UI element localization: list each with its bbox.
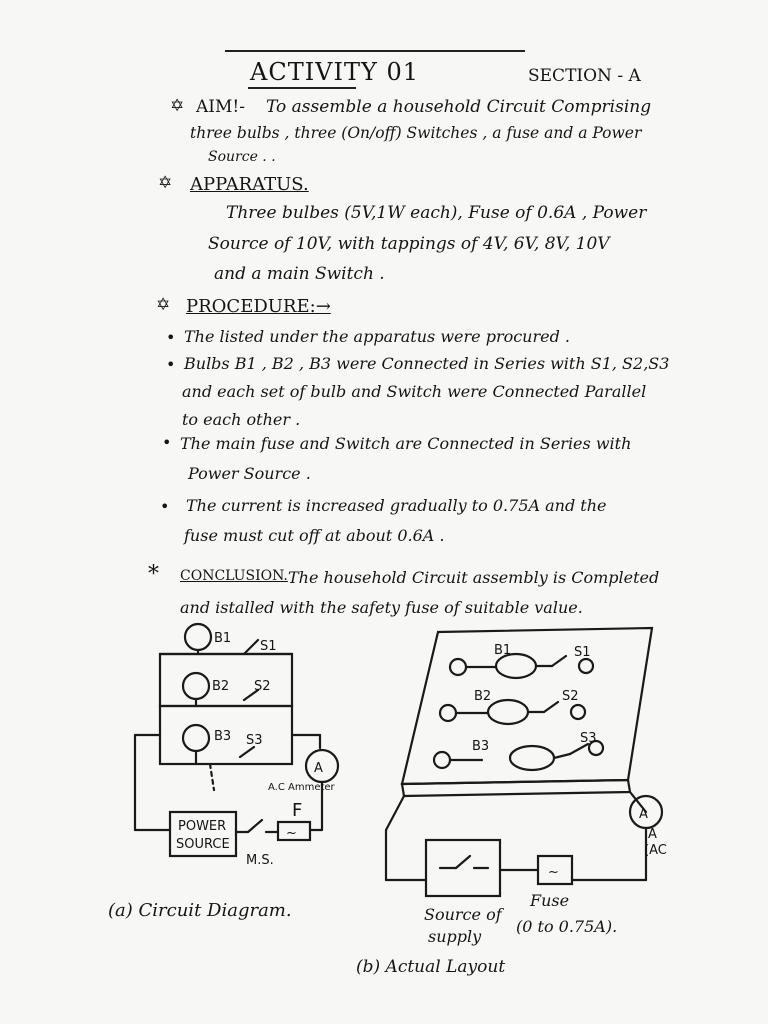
aim-label: AIM!- <box>196 97 245 117</box>
layout-bulb-label: B3 <box>472 739 490 754</box>
bulb-label: B1 <box>214 631 232 646</box>
conclusion-line-1: The household Circuit assembly is Completed <box>288 568 660 587</box>
circuit-diagram <box>135 624 338 856</box>
power-source-label: SOURCE <box>176 837 230 852</box>
procedure-step-3-line-1: The main fuse and Switch are Connected in Series with <box>180 434 632 453</box>
bulb-label: B2 <box>212 679 230 694</box>
bullet-dot: • <box>162 433 172 452</box>
bullet-dot: • <box>160 497 170 516</box>
layout-bulb-label: B2 <box>474 689 492 704</box>
procedure-marker: ✡ <box>156 295 171 315</box>
main-switch-label: M.S. <box>246 853 274 868</box>
layout-switch-label: S1 <box>574 645 591 660</box>
procedure-step-3-line-2: Power Source . <box>188 464 311 483</box>
conclusion-heading: CONCLUSION. <box>180 568 288 584</box>
bullet-dot: • <box>166 355 176 374</box>
procedure-heading: PROCEDURE:→ <box>186 296 331 317</box>
layout-fuse-symbol: ~ <box>548 865 559 880</box>
apparatus-line-2: Source of 10V, with tappings of 4V, 6V, 8V, 10V <box>208 234 610 254</box>
procedure-step-4-line-1: The current is increased gradually to 0.75A and the <box>186 496 607 515</box>
bulb-label: B3 <box>214 729 232 744</box>
aim-line-3: Source . . <box>208 149 276 165</box>
aim-line-1: To assemble a household Circuit Comprising <box>266 97 652 117</box>
layout-switch-label: S2 <box>562 689 579 704</box>
layout-fuse-label: Fuse <box>530 891 570 910</box>
apparatus-marker: ✡ <box>158 173 173 193</box>
procedure-step-2-line-1: Bulbs B1 , B2 , B3 were Connected in Series with S1, S2,S3 <box>184 354 670 373</box>
switch-label: S3 <box>246 733 263 748</box>
layout-fuse-label: (0 to 0.75A). <box>516 917 618 936</box>
conclusion-marker: * <box>148 562 159 587</box>
apparatus-heading: APPARATUS. <box>190 174 309 195</box>
layout-ammeter-label: A <box>648 827 657 842</box>
fuse-symbol: ~ <box>286 826 297 841</box>
layout-diagram-caption: (b) Actual Layout <box>356 957 506 977</box>
section-label: SECTION - A <box>528 66 641 86</box>
source-supply-label: supply <box>428 927 482 946</box>
conclusion-line-2: and istalled with the safety fuse of suitable value. <box>180 598 583 617</box>
source-supply-label: Source of <box>424 905 502 924</box>
layout-ammeter-symbol: A <box>639 807 648 822</box>
bullet-dot: • <box>166 328 176 347</box>
aim-marker: ✡ <box>170 96 185 116</box>
procedure-step-2-line-3: to each other . <box>182 410 301 429</box>
apparatus-line-3: and a main Switch . <box>214 264 385 284</box>
procedure-step-2-line-2: and each set of bulb and Switch were Connected Parallel <box>182 382 647 401</box>
layout-switch-label: S3 <box>580 731 597 746</box>
switch-label: S2 <box>254 679 271 694</box>
layout-ammeter-label: (AC <box>644 843 667 858</box>
ammeter-label: A.C Ammeter <box>268 782 335 793</box>
procedure-step-4-line-2: fuse must cut off at about 0.6A . <box>184 526 445 545</box>
layout-bulb-label: B1 <box>494 643 512 658</box>
apparatus-line-1: Three bulbes (5V,1W each), Fuse of 0.6A , Power <box>226 203 647 223</box>
layout-diagram <box>386 628 662 896</box>
page-title: ACTIVITY 01 <box>250 58 420 86</box>
ammeter-symbol: A <box>314 761 323 776</box>
circuit-diagram-caption: (a) Circuit Diagram. <box>108 900 292 921</box>
aim-line-2: three bulbs , three (On/off) Switches , a fuse and a Power <box>190 124 642 142</box>
fuse-label: F <box>292 800 303 821</box>
switch-label: S1 <box>260 639 277 654</box>
procedure-step-1-line-1: The listed under the apparatus were procured . <box>184 327 571 346</box>
power-source-label: POWER <box>178 819 227 834</box>
